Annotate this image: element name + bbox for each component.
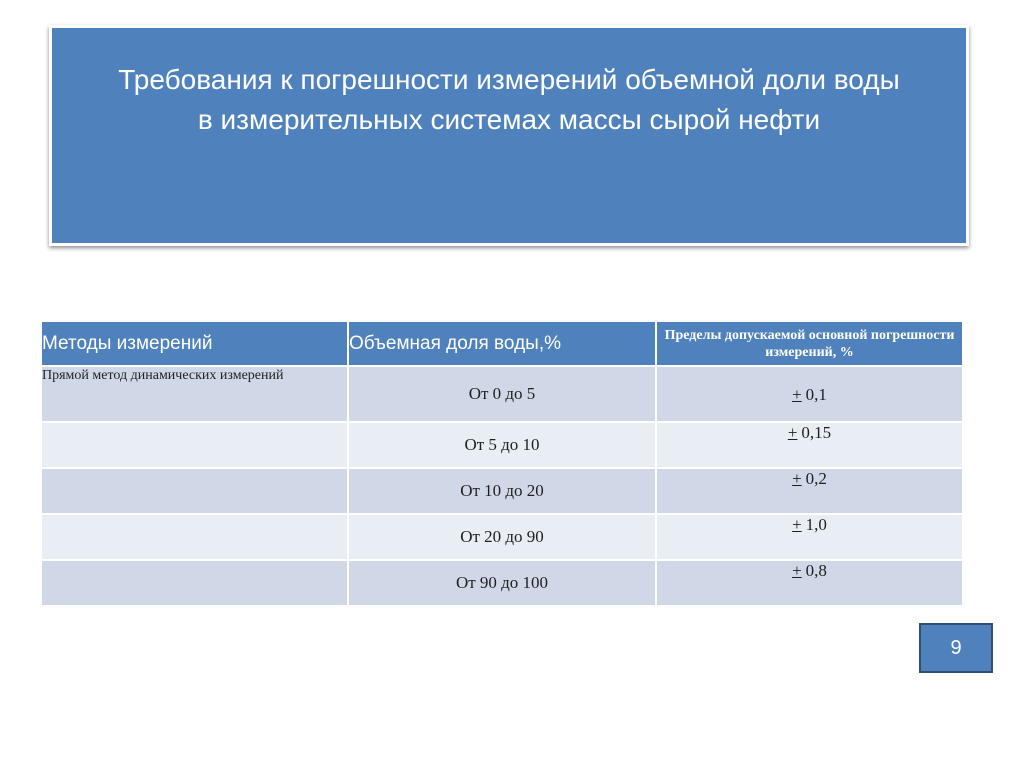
error-cell [656, 422, 963, 468]
error-value: 0,2 [805, 469, 827, 488]
plus-minus-sign: + [792, 515, 802, 534]
error-value: 0,1 [805, 385, 827, 404]
range-cell: От 90 до 100 [348, 560, 656, 606]
requirements-table [40, 320, 964, 607]
error-cell [656, 366, 963, 422]
method-cell: Прямой метод динамических измерений [41, 366, 348, 422]
plus-minus-sign: + [792, 469, 802, 488]
error-value: 1,0 [805, 515, 827, 534]
error-cell [656, 560, 963, 606]
method-cell-empty [41, 422, 348, 468]
title-box [49, 25, 969, 246]
error-value: 0,8 [805, 561, 827, 580]
table-row [41, 560, 963, 606]
method-cell-empty [41, 468, 348, 514]
plus-minus-sign: + [787, 423, 798, 442]
range-cell: От 10 до 20 [348, 468, 656, 514]
plus-minus-sign: + [792, 561, 802, 580]
error-cell [656, 468, 963, 514]
slide-title [52, 60, 966, 140]
title-line-1: Требования к погрешности измерений объемной доли воды [118, 64, 900, 95]
table-row [41, 468, 963, 514]
header-methods: Методы измерений [41, 321, 348, 366]
method-cell-empty [41, 514, 348, 560]
header-water-fraction: Объемная доля воды,% [348, 321, 656, 366]
error-cell [656, 514, 963, 560]
plus-minus-sign: + [792, 385, 802, 404]
table-row [41, 514, 963, 560]
method-cell-empty [41, 560, 348, 606]
page-number-badge: 9 [919, 623, 993, 673]
header-error-limits: Пределы допускаемой основной погрешности измерений, % [656, 321, 963, 366]
table-row [41, 422, 963, 468]
range-cell: От 20 до 90 [348, 514, 656, 560]
range-cell: От 0 до 5 [348, 366, 656, 422]
table-header-row [41, 321, 963, 366]
error-value: 0,15 [801, 423, 832, 442]
table-row [41, 366, 963, 422]
title-line-2: в измерительных системах массы сырой нефти [197, 104, 821, 135]
range-cell: От 5 до 10 [348, 422, 656, 468]
